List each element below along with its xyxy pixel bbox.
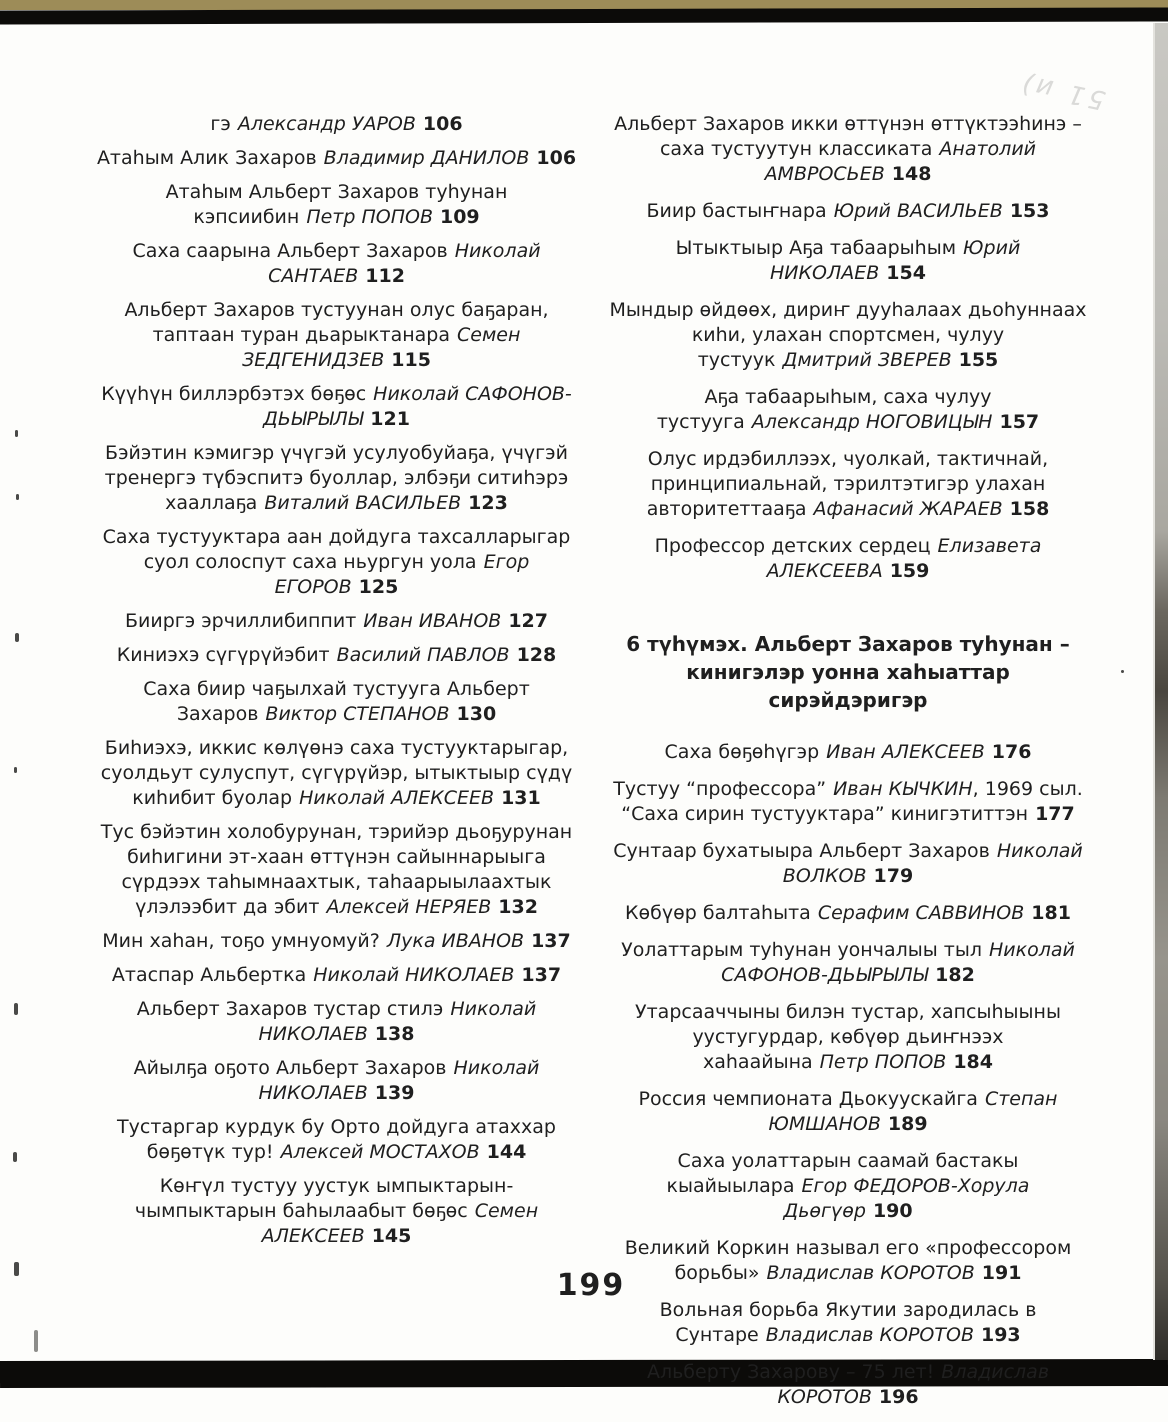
entry-title: Мындыр өйдөөх, дириҥ дууһалаах дьоһуннаах киһи, улахан спортсмен, чулуу тустуук xyxy=(609,299,1087,371)
entry-author: Семен АЛЕКСЕЕВ xyxy=(261,1200,539,1247)
toc-entry xyxy=(609,901,1087,926)
entry-title: Биир бастыҥнара xyxy=(646,200,827,222)
entry-title: Саха саарына Альберт Захаров xyxy=(132,240,448,262)
entry-title: Россия чемпионата Дьокуускайга xyxy=(638,1088,978,1110)
entry-page-number: 106 xyxy=(536,147,577,169)
entry-title: Атаһым Алик Захаров xyxy=(96,147,317,169)
entry-author: Виктор СТЕПАНОВ xyxy=(265,703,450,725)
entry-author: Серафим САВВИНОВ xyxy=(817,902,1025,924)
entry-author: Иван АЛЕКСЕЕВ xyxy=(826,741,985,763)
toc-entry xyxy=(609,385,1087,435)
entry-title: Киниэхэ сүгүрүйэбит xyxy=(116,644,330,666)
entry-author: Афанасий ЖАРАЕВ xyxy=(813,498,1003,520)
entry-author: Егор ФЕДОРОВ-Хорула Дьөгүөр xyxy=(783,1175,1030,1222)
entry-author: Елизавета АЛЕКСЕЕВА xyxy=(766,535,1042,582)
entry-title: Атаһым Альберт Захаров туһунан кэпсиибин xyxy=(165,181,508,228)
entry-page-number: 158 xyxy=(1009,498,1050,520)
toc-entry xyxy=(609,236,1087,286)
entry-author: Егор ЕГОРОВ xyxy=(274,551,530,598)
entry-title: Альберт Захаров икки өттүнэн өттүктээһинэ – саха тустуутун классиката xyxy=(614,113,1082,160)
toc-entry xyxy=(95,677,578,727)
entry-author: Владислав КОРОТОВ xyxy=(777,1361,1050,1408)
handwritten-note: 51 и) xyxy=(1015,67,1109,116)
entry-page-number: 131 xyxy=(501,787,541,809)
entry-page-number: 189 xyxy=(887,1113,928,1135)
toc-entry xyxy=(609,1000,1087,1075)
toc-entry xyxy=(609,1087,1087,1137)
scan-edge-page-stack xyxy=(1153,23,1168,1360)
toc-entry xyxy=(95,180,578,230)
toc-column-right xyxy=(609,112,1087,1422)
entry-author: Александр НОГОВИЦЫН xyxy=(751,411,993,433)
entry-author: Юрий ВАСИЛЬЕВ xyxy=(833,200,1003,222)
entry-page-number: 139 xyxy=(374,1082,415,1104)
toc-entry xyxy=(609,447,1087,522)
entry-author: Алексей НЕРЯЕВ xyxy=(326,896,492,918)
toc-entry xyxy=(95,997,578,1047)
toc-entry xyxy=(609,199,1087,224)
entry-title: Тус бэйэтин холобурунан, тэрийэр дьоҕурунан биһигини эт-хаан өттүнэн сайыннарыыга сүрдээх таһымнаахтык, таһаарыылаахтык үлэлээбит да эбит xyxy=(100,821,573,918)
entry-author: Петр ПОПОВ xyxy=(306,206,433,228)
entry-author: Семен ЗЕДГЕНИДЗЕВ xyxy=(242,324,521,371)
entry-page-number: 125 xyxy=(358,576,399,598)
entry-author: Николай НИКОЛАЕВ xyxy=(258,1057,540,1104)
toc-entry xyxy=(95,146,578,171)
entry-page-number: 191 xyxy=(981,1262,1022,1284)
entry-page-number: 148 xyxy=(891,163,932,185)
entry-title: Күүһүн биллэрбэтэх бөҕөс xyxy=(101,383,367,405)
entry-author: Юрий НИКОЛАЕВ xyxy=(770,237,1021,284)
entry-author: Анатолий АМВРОСЬЕВ xyxy=(764,138,1037,185)
entry-page-number: 128 xyxy=(516,644,557,666)
entry-page-number: 179 xyxy=(873,865,914,887)
scan-edge-top-shadow xyxy=(0,7,1168,24)
entry-title: Вольная борьба Якутии зародилась в Сунтаре xyxy=(659,1299,1037,1346)
entry-title: Биһиэхэ, иккис көлүөнэ саха тустууктарыгар, суолдьут сулуспут, сүгүрүйэр, ытыктыыр сүдү киһибит буолар xyxy=(100,737,573,809)
entry-title: Айылҕа оҕото Альберт Захаров xyxy=(133,1057,447,1079)
entry-author: Николай САФОНОВ-ДЬЫРЫЛЫ xyxy=(263,383,572,430)
toc-entry xyxy=(609,777,1087,827)
entry-page-number: 112 xyxy=(365,265,405,287)
entry-title: Көҥүл тустуу уустук ымпыктарын-чымпыктарын баһылаабыт бөҕөс xyxy=(134,1175,514,1222)
entry-title: Олус ирдэбиллээх, чуолкай, тактичнай, принципиальнай, тэрилтэтигэр улахан авторитеттааҕа xyxy=(646,448,1049,520)
entry-author: Василий ПАВЛОВ xyxy=(336,644,510,666)
toc-entry xyxy=(95,1174,578,1249)
toc-entry xyxy=(609,1149,1087,1224)
entry-title: Мин хаһан, тоҕо умнуомуй? xyxy=(102,930,380,952)
toc-entry xyxy=(609,1360,1087,1410)
scan-speck xyxy=(15,633,19,642)
toc-entry xyxy=(609,1298,1087,1348)
entry-title: гэ xyxy=(210,113,231,135)
entry-title: Саха бөҕөһүгэр xyxy=(664,741,820,763)
entry-title: Уолаттарым туһунан уончалыы тыл xyxy=(621,939,982,961)
toc-entry xyxy=(95,609,578,634)
entry-author: Алексей МОСТАХОВ xyxy=(280,1141,480,1163)
entry-author: Александр УАРОВ xyxy=(237,113,416,135)
toc-column-left xyxy=(95,112,578,1258)
scan-speck xyxy=(15,430,18,437)
entry-author: Николай АЛЕКСЕЕВ xyxy=(299,787,495,809)
toc-content xyxy=(95,112,1087,1422)
entry-author: Степан ЮМШАНОВ xyxy=(768,1088,1058,1135)
entry-page-number: 109 xyxy=(439,206,480,228)
entry-title: Альберту Захарову – 75 лет! xyxy=(646,1361,935,1383)
entry-page-number: 181 xyxy=(1031,902,1071,924)
toc-right-pre-heading xyxy=(609,112,1087,584)
entry-author: Николай НИКОЛАЕВ xyxy=(258,998,537,1045)
entry-title: Тустаргар курдук бу Орто дойдуга атаххар бөҕөтүк тур! xyxy=(117,1116,556,1163)
entry-page-number: 144 xyxy=(486,1141,527,1163)
toc-entry xyxy=(95,1056,578,1106)
section-heading: 6 түһүмэх. Альберт Захаров туһунан – кинигэлэр уонна хаһыаттар сирэйдэригэр xyxy=(626,632,1070,712)
entry-title: Профессор детских сердец xyxy=(654,535,931,557)
toc-entry xyxy=(95,525,578,600)
entry-page-number: 193 xyxy=(980,1324,1021,1346)
entry-page-number: 106 xyxy=(422,113,463,135)
entry-page-number: 123 xyxy=(468,492,508,514)
entry-title: Ытыктыыр Аҕа табаарыһым xyxy=(675,237,957,259)
toc-entry xyxy=(95,820,578,920)
entry-suffix: , 1969 сыл. “Саха сирин тустууктара” кинигэтиттэн xyxy=(621,778,1083,825)
entry-author: Николай НИКОЛАЕВ xyxy=(313,964,515,986)
scan-speck xyxy=(16,494,19,500)
entry-page-number: 153 xyxy=(1009,200,1050,222)
entry-page-number: 182 xyxy=(935,964,975,986)
entry-title: Альберт Захаров тустуунан олус баҕаран, таптаан туран дьарыктанара xyxy=(124,299,549,346)
toc-entry xyxy=(95,736,578,811)
entry-page-number: 137 xyxy=(521,964,562,986)
entry-page-number: 176 xyxy=(991,741,1032,763)
entry-title: Көбүөр балтаһыта xyxy=(625,902,811,924)
toc-entry xyxy=(95,929,578,954)
toc-entry xyxy=(609,938,1087,988)
entry-title: Атаспар Альбертка xyxy=(111,964,307,986)
toc-entry xyxy=(609,298,1087,373)
entry-author: Николай САНТАЕВ xyxy=(268,240,541,287)
entry-page-number: 155 xyxy=(958,349,999,371)
entry-page-number: 132 xyxy=(498,896,538,918)
entry-page-number: 196 xyxy=(878,1386,919,1408)
toc-right-post-heading xyxy=(609,740,1087,1410)
toc-entry xyxy=(609,839,1087,889)
entry-title: Утарсааччыны билэн тустар, хапсыһыыны уустугурдар, көбүөр дьиҥнээх хаһаайына xyxy=(635,1001,1061,1073)
entry-author: Владислав КОРОТОВ xyxy=(765,1324,974,1346)
entry-author: Николай ВОЛКОВ xyxy=(782,840,1083,887)
entry-title: Саха биир чаҕылхай тустууга Альберт Захаров xyxy=(143,678,530,725)
scan-speck xyxy=(1121,670,1124,673)
entry-title: Аҕа табаарыһым, саха чулуу тустууга xyxy=(656,386,992,433)
entry-title: Саха тустууктара аан дойдуга тахсалларыгар суол солоспут саха ньургун уола xyxy=(102,526,571,573)
entry-author: Николай САФОНОВ-ДЬЫРЫЛЫ xyxy=(721,939,1075,986)
entry-page-number: 154 xyxy=(886,262,926,284)
entry-title: Великий Коркин называл его «профессором борьбы» xyxy=(624,1237,1072,1284)
scan-speck xyxy=(14,1262,19,1276)
entry-page-number: 159 xyxy=(889,560,930,582)
scan-speck xyxy=(14,1003,18,1015)
entry-author: Виталий ВАСИЛЬЕВ xyxy=(264,492,462,514)
entry-page-number: 137 xyxy=(531,930,571,952)
entry-author: Иван КЫЧКИН xyxy=(833,778,973,800)
toc-entry xyxy=(95,963,578,988)
entry-title: Бииргэ эрчиллибиппит xyxy=(125,610,357,632)
entry-page-number: 130 xyxy=(456,703,497,725)
scan-speck xyxy=(34,1330,38,1352)
entry-author: Владислав КОРОТОВ xyxy=(766,1262,975,1284)
entry-author: Иван ИВАНОВ xyxy=(363,610,502,632)
toc-entry xyxy=(609,112,1087,187)
scan-speck xyxy=(14,767,17,773)
entry-title: Альберт Захаров тустар стилэ xyxy=(136,998,444,1020)
entry-author: Владимир ДАНИЛОВ xyxy=(323,147,530,169)
toc-entry xyxy=(95,112,578,137)
entry-title: Саха уолаттарын саамай бастакы кыайыылара xyxy=(666,1150,1019,1197)
toc-entry xyxy=(95,643,578,668)
entry-page-number: 115 xyxy=(391,349,431,371)
entry-page-number: 190 xyxy=(872,1200,913,1222)
toc-entry xyxy=(609,740,1087,765)
entry-page-number: 138 xyxy=(374,1023,415,1045)
scan-speck xyxy=(13,1152,17,1162)
entry-page-number: 157 xyxy=(999,411,1040,433)
toc-entry xyxy=(95,441,578,516)
entry-title: Бэйэтин кэмигэр үчүгэй усулуобуйаҕа, үчүгэй тренергэ түбэспитэ буоллар, элбэҕи ситиһэрэ хааллаҕа xyxy=(104,442,569,514)
toc-entry xyxy=(609,534,1087,584)
toc-entry xyxy=(95,239,578,289)
entry-page-number: 184 xyxy=(953,1051,993,1073)
entry-page-number: 177 xyxy=(1035,803,1075,825)
entry-author: Дмитрий ЗВЕРЕВ xyxy=(782,349,952,371)
entry-author: Лука ИВАНОВ xyxy=(386,930,525,952)
entry-title: Сунтаар бухатыыра Альберт Захаров xyxy=(613,840,990,862)
page-number: 199 xyxy=(556,1268,626,1303)
entry-title: Тустуу “профессора” xyxy=(613,778,827,800)
toc-entry xyxy=(95,1115,578,1165)
entry-author: Петр ПОПОВ xyxy=(819,1051,947,1073)
toc-entry xyxy=(95,382,578,432)
toc-entry xyxy=(95,298,578,373)
entry-page-number: 145 xyxy=(371,1225,412,1247)
entry-page-number: 121 xyxy=(370,408,410,430)
entry-page-number: 127 xyxy=(508,610,548,632)
